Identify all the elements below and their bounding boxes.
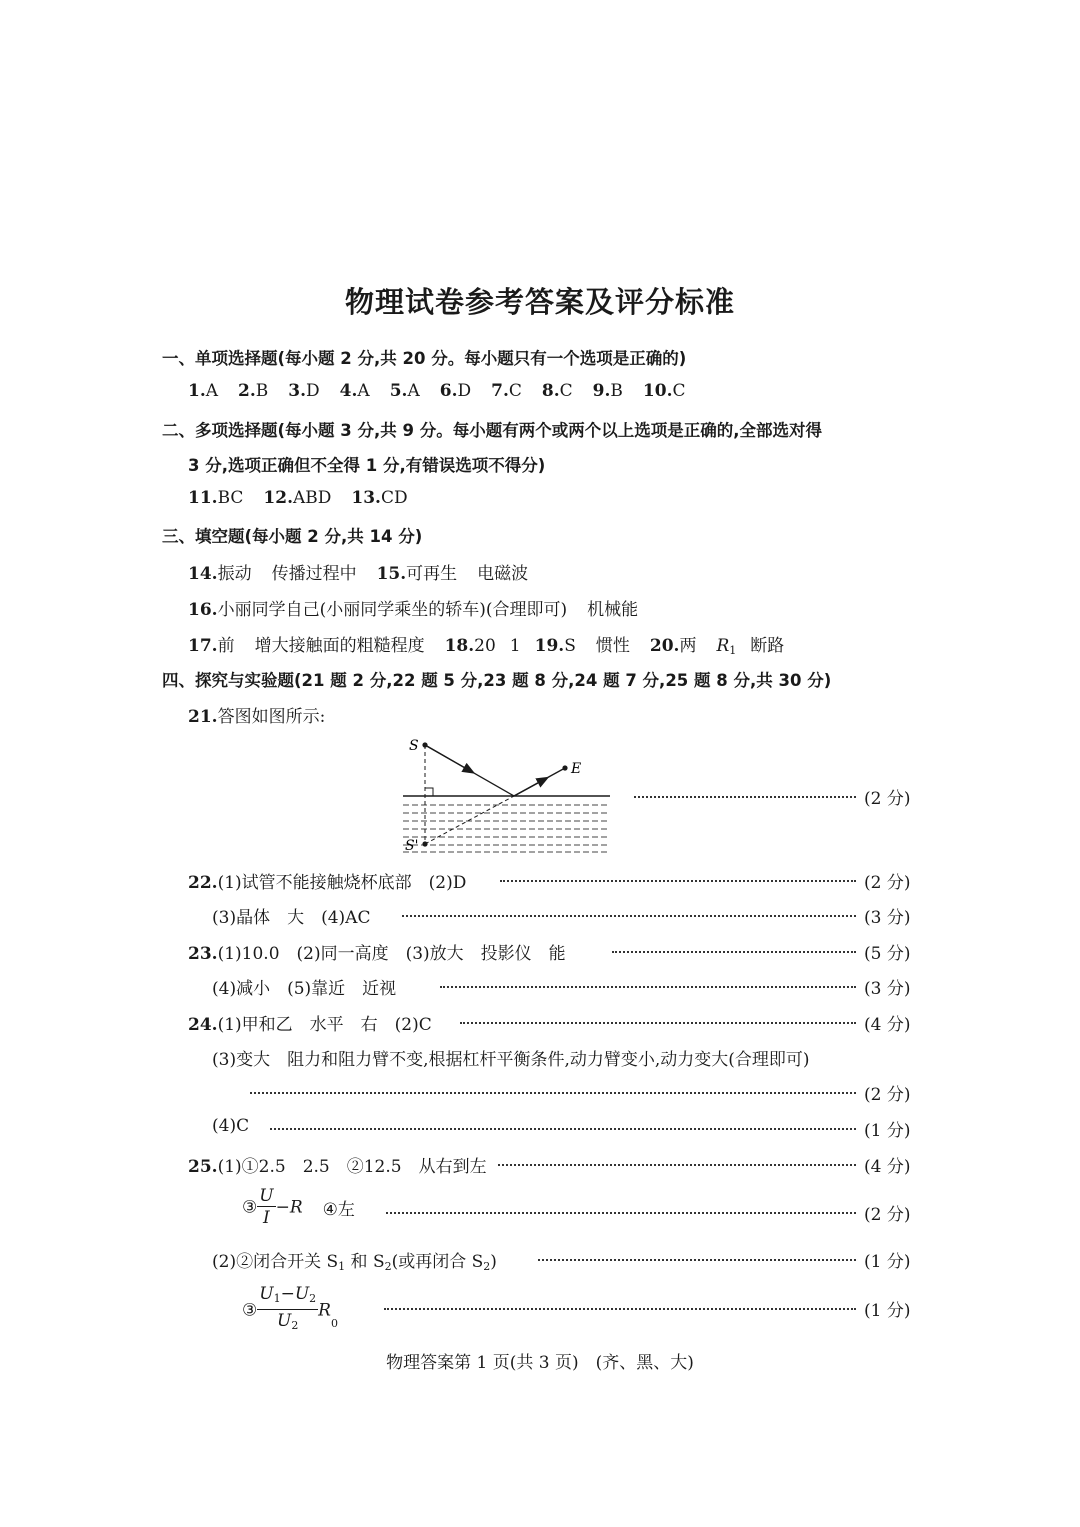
right-angle-mark [425,788,433,796]
multi-choice-number: 13. [351,488,381,508]
s2-subscript: 2 [384,1260,392,1273]
point-s [422,742,427,747]
q23-score1: (5 分) [864,944,911,964]
answer-25-line2 [242,1186,355,1229]
q25-text3b: 和 S [345,1252,385,1272]
q20-number: 20. [649,636,680,656]
label-s-prime: S' [405,838,419,854]
answer-22-line1 [188,868,466,893]
r0-symbol: R [318,1300,331,1321]
q22-score2: (3 分) [864,908,911,928]
water-dashes [403,805,610,852]
q24-text2: (3)变大 阻力和阻力臂不变,根据杠杆平衡条件,动力臂变小,动力变大(合理即可) [212,1050,810,1070]
answers-1-10 [188,381,686,401]
q15-a: 可再生 [406,564,458,584]
fraction-u1-minus-u2-over-u2 [257,1284,318,1337]
point-s-prime [422,841,427,846]
choice-number: 3. [288,381,307,401]
q20-a: 两 [679,636,697,656]
section-3-heading: 三、填空题(每小题 2 分,共 14 分) [162,527,423,546]
q20-b: 断路 [750,636,785,656]
label-s: S [409,738,419,754]
fraction-denominator [257,1310,318,1337]
section-2-heading-line1: 二、多项选择题(每小题 3 分,共 9 分。每小题有两个或两个以上选项是正确的,全部选对得 [162,421,823,440]
multi-choice-number: 12. [263,488,293,508]
section-1-heading: 一、单项选择题(每小题 2 分,共 20 分。每小题只有一个选项是正确的) [162,349,687,368]
dot-leader [250,1092,856,1094]
q16-b: 机械能 [587,600,639,620]
q15-number: 15. [376,564,407,584]
q19-number: 19. [534,636,565,656]
q17-a: 前 [217,636,235,656]
page-title: 物理试卷参考答案及评分标准 [344,285,735,319]
minus-u2: −U [280,1284,310,1304]
q24-score2: (2 分) [864,1085,911,1105]
multi-choice-number: 11. [188,488,218,508]
s1-subscript: 1 [338,1260,346,1273]
section-4-heading: 四、探究与实验题(21 题 2 分,22 题 5 分,23 题 8 分,24 题 7 分,25 题 8 分,共 30 分) [162,671,832,690]
q24-text1: (1)甲和乙 水平 右 (2)C [217,1015,432,1035]
q14-b: 传播过程中 [271,564,357,584]
u1-subscript: 1 [273,1292,281,1305]
q22-number: 22. [188,873,218,893]
answer-25-line3 [212,1247,497,1273]
answer-24-line1 [188,1010,432,1035]
dot-leader [498,1164,856,1166]
choice-number: 8. [541,381,560,401]
page-footer: 物理答案第 1 页(共 3 页) (齐、黑、大) [386,1353,694,1373]
q18-a: 20 [474,636,496,656]
multi-choice-answer: CD [380,488,408,508]
q25-text3a: (2)②闭合开关 S [212,1252,339,1272]
q25-text2b: ④左 [322,1200,355,1220]
q24-text3: (4)C [212,1116,250,1136]
q18-b: 1 [509,636,521,656]
fraction-numerator: U [259,1186,274,1206]
q19-a: S [564,636,576,656]
fraction-numerator [257,1284,318,1310]
choice-answer: B [610,381,623,401]
q22-text2: (3)晶体 大 (4)AC [212,908,371,928]
choice-number: 5. [389,381,408,401]
fraction-denominator: I [263,1208,270,1228]
q25-score1: (4 分) [864,1157,911,1177]
q24-number: 24. [188,1015,218,1035]
s2-subscript-2: 2 [483,1260,491,1273]
fraction-u-over-i [257,1186,275,1229]
q17-b: 增大接触面的粗糙程度 [254,636,425,656]
choice-number: 1. [188,381,206,401]
minus-r: −R [275,1197,303,1218]
multi-choice-answer: ABD [292,488,332,508]
dot-leader [270,1128,856,1130]
q23-score2: (3 分) [864,979,911,999]
dot-leader [460,1022,856,1024]
choice-answer: C [508,381,522,401]
choice-number: 7. [491,381,509,401]
q25-number: 25. [188,1157,218,1177]
q20-r-subscript: 1 [729,644,737,657]
q23-number: 23. [188,944,218,964]
choice-number: 9. [592,381,611,401]
reflection-diagram [395,730,615,860]
dot-leader [440,986,856,988]
choice-number: 6. [439,381,458,401]
choice-answer: A [205,381,219,401]
choice-answer: B [255,381,269,401]
q20-r-symbol: R [716,636,730,656]
q25-score4: (1 分) [864,1301,911,1321]
q25-text1: (1)①2.5 2.5 ②12.5 从右到左 [217,1157,487,1177]
dot-leader [538,1259,856,1261]
answer-14-15 [188,559,528,584]
answer-21 [188,702,325,727]
q17-number: 17. [188,636,218,656]
q25-score2: (2 分) [864,1205,911,1225]
q24-score1: (4 分) [864,1015,911,1035]
dot-leader [402,915,856,917]
answer-16 [188,595,638,620]
dot-leader [384,1308,856,1310]
u1: U [259,1284,274,1304]
answer-25-line1 [188,1152,487,1177]
q21-score: (2 分) [864,789,911,809]
q16-number: 16. [188,600,218,620]
circle-3b: ③ [242,1300,258,1321]
q25-score3: (1 分) [864,1252,911,1272]
q21-text: 答图如图所示: [217,707,326,727]
answer-25-line4 [242,1284,338,1337]
choice-answer: A [407,381,420,401]
q25-text3d: ) [490,1252,497,1272]
point-e [562,765,567,770]
q22-score1: (2 分) [864,873,911,893]
choice-number: 2. [238,381,256,401]
answers-11-13 [188,488,408,508]
dot-leader [612,951,856,953]
q14-number: 14. [188,564,218,584]
dot-leader [634,796,856,798]
choice-answer: D [457,381,472,401]
dot-leader [386,1212,856,1214]
answer-17-20 [188,631,784,657]
q15-b: 电磁波 [477,564,529,584]
label-e: E [571,761,582,777]
q16-a: 小丽同学自己(小丽同学乘坐的轿车)(合理即可) [217,600,568,620]
circle-3: ③ [242,1197,258,1218]
q22-text1: (1)试管不能接触烧杯底部 (2)D [217,873,467,893]
choice-answer: D [306,381,320,401]
q23-text2: (4)减小 (5)靠近 近视 [212,979,397,999]
choice-answer: A [357,381,370,401]
choice-answer: C [559,381,573,401]
q18-number: 18. [444,636,475,656]
multi-choice-answer: BC [217,488,244,508]
dot-leader [500,880,856,882]
u2: U [277,1311,292,1331]
answer-23-line1 [188,939,566,964]
q21-number: 21. [188,707,218,727]
section-2-heading-line2: 3 分,选项正确但不全得 1 分,有错误选项不得分) [188,456,546,475]
q25-text3c: (或再闭合 S [391,1252,484,1272]
q23-text1: (1)10.0 (2)同一高度 (3)放大 投影仪 能 [217,944,566,964]
q14-a: 振动 [217,564,252,584]
choice-number: 10. [642,381,673,401]
choice-answer: C [672,381,686,401]
r0-subscript: 0 [330,1317,338,1330]
u2-subscript: 2 [309,1292,317,1305]
q19-b: 惯性 [595,636,630,656]
u2-den-subscript: 2 [291,1319,299,1332]
q24-score3: (1 分) [864,1121,911,1141]
choice-number: 4. [339,381,358,401]
